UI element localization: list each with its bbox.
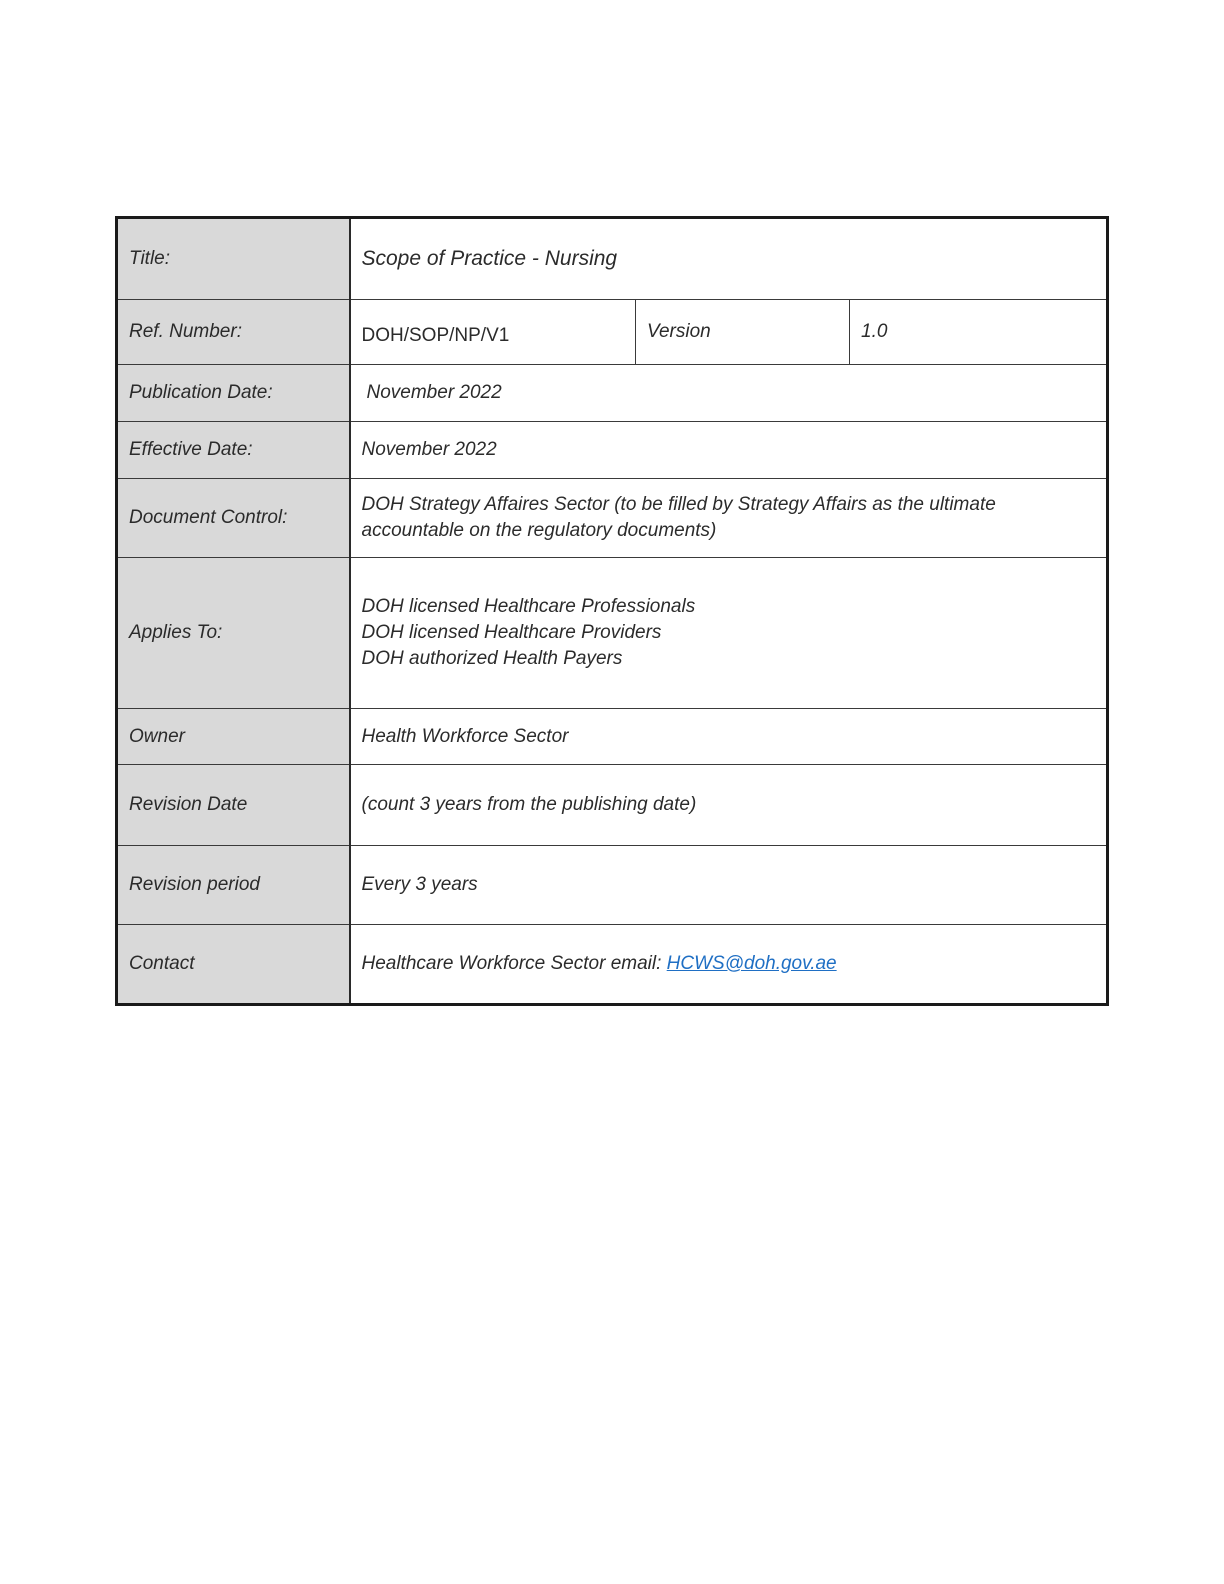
document-control-row [117, 479, 1108, 558]
owner-label: Owner [117, 709, 350, 765]
title-label: Title: [117, 218, 350, 300]
applies-to-row [117, 558, 1108, 709]
ref-number-label: Ref. Number: [117, 300, 350, 365]
applies-to-label: Applies To: [117, 558, 350, 709]
publication-date-row [117, 365, 1108, 422]
contact-row [117, 925, 1108, 1005]
applies-to-item: DOH licensed Healthcare Providers [361, 622, 662, 643]
revision-date-row [117, 765, 1108, 846]
contact-prefix: Healthcare Workforce Sector email: [361, 953, 667, 974]
applies-to-item: DOH authorized Health Payers [361, 648, 623, 669]
effective-date-row [117, 422, 1108, 479]
revision-date-label: Revision Date [117, 765, 350, 846]
applies-to-value [350, 558, 1108, 709]
contact-email-link[interactable]: HCWS@doh.gov.ae [666, 953, 837, 974]
ref-number-row [117, 300, 1108, 365]
title-row [117, 218, 1108, 300]
contact-label: Contact [117, 925, 350, 1005]
document-control-label: Document Control: [117, 479, 350, 558]
version-value: 1.0 [850, 300, 1108, 365]
version-label: Version [636, 300, 850, 365]
document-control-line-1: DOH Strategy Affaires Sector (to be filled by Strategy Affairs as the ultimate [361, 494, 996, 515]
effective-date-label: Effective Date: [117, 422, 350, 479]
document-control-line-2: accountable on the regulatory documents) [361, 520, 717, 541]
contact-value [350, 925, 1108, 1005]
effective-date-value: November 2022 [350, 422, 1108, 479]
title-value: Scope of Practice - Nursing [350, 218, 1108, 300]
revision-period-label: Revision period [117, 846, 350, 925]
applies-to-item: DOH licensed Healthcare Professionals [361, 596, 696, 617]
document-control-value [350, 479, 1108, 558]
revision-date-value: (count 3 years from the publishing date) [350, 765, 1108, 846]
ref-number-value: DOH/SOP/NP/V1 [350, 300, 636, 365]
publication-date-label: Publication Date: [117, 365, 350, 422]
revision-period-row [117, 846, 1108, 925]
revision-period-value: Every 3 years [350, 846, 1108, 925]
owner-value: Health Workforce Sector [350, 709, 1108, 765]
publication-date-value: November 2022 [350, 365, 1108, 422]
document-control-table [115, 216, 1109, 1006]
owner-row [117, 709, 1108, 765]
